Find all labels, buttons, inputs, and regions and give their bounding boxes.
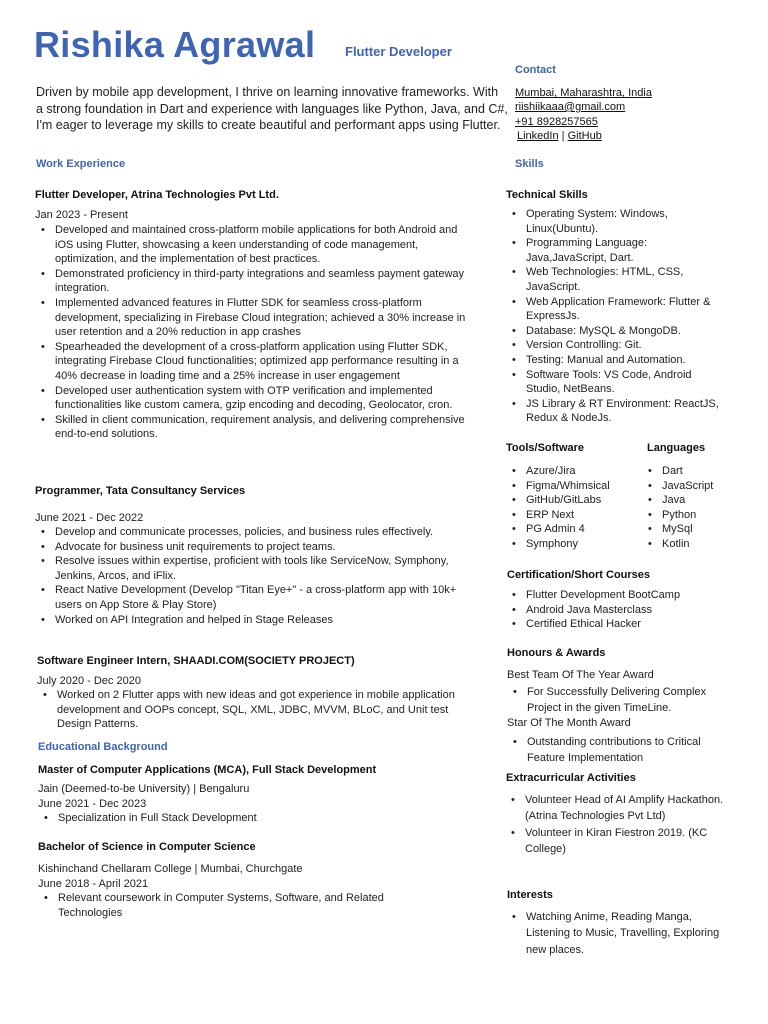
list-item: • Advocate for business unit requirements to project teams. <box>35 540 475 555</box>
list-item: • Worked on API Integration and helped in Stage Releases <box>35 613 475 628</box>
job-title: Software Engineer Intern, SHAADI.COM(SOCIETY PROJECT) <box>37 655 355 667</box>
job-dates: June 2021 - Dec 2022 <box>35 512 144 524</box>
skills-heading: Skills <box>515 158 544 170</box>
list-item: • Developed and maintained cross-platform mobile applications for both Android and iOS using Flutter, showcasing a keen understanding of code management, optimization, and the implementation of best practices. <box>35 223 475 267</box>
list-item: • Software Tools: VS Code, Android Studio, NetBeans. <box>505 368 725 397</box>
list-item: • Develop and communicate processes, policies, and business rules effectively. <box>35 525 475 540</box>
list-item: • ERP Next <box>505 508 645 523</box>
list-item: • Volunteer in Kiran Fiestron 2019. (KC College) <box>504 825 729 858</box>
technical-skills-heading: Technical Skills <box>506 189 588 201</box>
job-role: Flutter Developer <box>345 44 452 59</box>
contact-profiles <box>517 129 602 144</box>
list-item: • Database: MySQL & MongoDB. <box>505 324 725 339</box>
list-item: • Operating System: Windows, Linux(Ubuntu). <box>505 207 725 236</box>
school-name: Kishinchand Chellaram College | Mumbai, Churchgate <box>38 863 303 875</box>
job-bullets <box>35 223 475 442</box>
list-item: • React Native Development (Develop "Titan Eye+" - a cross-platform app with 10k+ users on App Store & Play Store) <box>35 583 475 612</box>
list-item: • GitHub/GitLabs <box>505 493 645 508</box>
list-item: • Azure/Jira <box>505 464 645 479</box>
list-item: • Certified Ethical Hacker <box>505 617 735 632</box>
award-title: Star Of The Month Award <box>507 717 631 729</box>
linkedin-link[interactable]: LinkedIn <box>517 130 559 142</box>
award-title: Best Team Of The Year Award <box>507 669 654 681</box>
award-detail-list <box>506 734 731 767</box>
list-item: • Relevant coursework in Computer Systems, Software, and Related Technologies <box>38 891 438 920</box>
list-item: • Resolve issues within expertise, proficient with tools like ServiceNow, Symphony, Jenkins, Arcos, and iFlix. <box>35 554 475 583</box>
list-item: • Worked on 2 Flutter apps with new ideas and got experience in mobile application development and OOPs concept, SQL, XML, JDBC, MVVM, BLoC, and Unit test Design Patterns. <box>37 688 457 732</box>
list-item: • Web Application Framework: Flutter & ExpressJs. <box>505 295 725 324</box>
technical-skills-list <box>505 207 725 426</box>
list-item: • Developed user authentication system with OTP verification and implemented functionalities like custom camera, gzip encoding and decoding, Geolocator, cron. <box>35 384 475 413</box>
list-item: • Android Java Masterclass <box>505 603 735 618</box>
tools-heading: Tools/Software <box>506 442 585 454</box>
education-dates: June 2018 - April 2021 <box>38 878 149 890</box>
certifications-list <box>505 588 735 632</box>
list-item: • Watching Anime, Reading Manga, Listening to Music, Travelling, Exploring new places. <box>505 909 720 958</box>
interests-list <box>505 909 720 958</box>
honours-heading: Honours & Awards <box>507 647 606 659</box>
job-title: Programmer, Tata Consultancy Services <box>35 485 246 497</box>
list-item: • Python <box>641 508 751 523</box>
education-bullets <box>38 891 438 920</box>
list-item: • Skilled in client communication, requirement analysis, and delivering comprehensive end-to-end solutions. <box>35 413 475 442</box>
list-item: • Demonstrated proficiency in third-party integrations and seamless payment gateway integration. <box>35 267 475 296</box>
contact-phone[interactable]: +91 8928257565 <box>515 116 598 128</box>
list-item: • Symphony <box>505 537 645 552</box>
job-bullets <box>37 688 457 732</box>
languages-heading: Languages <box>647 442 706 454</box>
list-item: • Volunteer Head of AI Amplify Hackathon. (Atrina Technologies Pvt Ltd) <box>504 792 729 825</box>
list-item: • Flutter Development BootCamp <box>505 588 735 603</box>
list-item: • Spearheaded the development of a cross-platform application using Flutter SDK, integrating Firebase Cloud functionalities; optimized app performance resulting in a 40% decrease in loading time and a 25% increase in user engagement <box>35 340 475 384</box>
work-experience-heading: Work Experience <box>36 158 126 170</box>
contact-email[interactable]: riishiikaaa@gmail.com <box>515 101 626 113</box>
list-item: • MySql <box>641 522 751 537</box>
list-item: • Kotlin <box>641 537 751 552</box>
list-item: • Testing: Manual and Automation. <box>505 353 725 368</box>
education-bullets <box>38 811 458 826</box>
list-item: • PG Admin 4 <box>505 522 645 537</box>
job-bullets <box>35 525 475 627</box>
list-item: • Version Controlling: Git. <box>505 338 725 353</box>
list-item: • JavaScript <box>641 479 751 494</box>
school-name: Jain (Deemed-to-be University) | Bengaluru <box>38 783 250 795</box>
list-item: • Dart <box>641 464 751 479</box>
list-item: • Programming Language: Java,JavaScript, Dart. <box>505 236 725 265</box>
profile-summary: Driven by mobile app development, I thrive on learning innovative frameworks. With a strong foundation in Dart and experience with languages like Python, Java, and C#, I'm eager to leverage my skills to create beautiful and performant apps using Flutter. <box>36 85 508 132</box>
education-heading: Educational Background <box>38 741 168 753</box>
languages-list <box>641 464 751 552</box>
list-item: • Java <box>641 493 751 508</box>
list-item: • Web Technologies: HTML, CSS, JavaScript. <box>505 265 725 294</box>
list-item: • Figma/Whimsical <box>505 479 645 494</box>
certifications-heading: Certification/Short Courses <box>507 569 651 581</box>
degree-title: Master of Computer Applications (MCA), Full Stack Development <box>38 764 377 776</box>
education-dates: June 2021 - Dec 2023 <box>38 798 147 810</box>
tools-list <box>505 464 645 552</box>
degree-title: Bachelor of Science in Computer Science <box>38 841 256 853</box>
extracurricular-list <box>504 792 729 858</box>
list-item: • Specialization in Full Stack Development <box>38 811 458 826</box>
list-item: • JS Library & RT Environment: ReactJS, Redux & NodeJs. <box>505 397 725 426</box>
job-dates: Jan 2023 - Present <box>35 209 128 221</box>
job-title: Flutter Developer, Atrina Technologies Pvt Ltd. <box>35 189 279 201</box>
candidate-name: Rishika Agrawal <box>34 24 316 65</box>
list-item: • For Successfully Delivering Complex Project in the given TimeLine. <box>506 684 731 717</box>
job-dates: July 2020 - Dec 2020 <box>37 675 141 687</box>
interests-heading: Interests <box>507 889 553 901</box>
extracurricular-heading: Extracurricular Activities <box>506 772 636 784</box>
contact-heading: Contact <box>515 64 556 76</box>
list-item: • Implemented advanced features in Flutter SDK for seamless cross-platform development, specializing in Firebase Cloud integration; achieved a 30% increase in user retention and a 20% reduction in app crashes <box>35 296 475 340</box>
contact-location: Mumbai, Maharashtra, India <box>515 87 652 99</box>
list-item: • Outstanding contributions to Critical Feature Implementation <box>506 734 731 767</box>
link-separator: | <box>561 130 565 142</box>
award-detail-list <box>506 684 731 717</box>
github-link[interactable]: GitHub <box>567 130 602 142</box>
